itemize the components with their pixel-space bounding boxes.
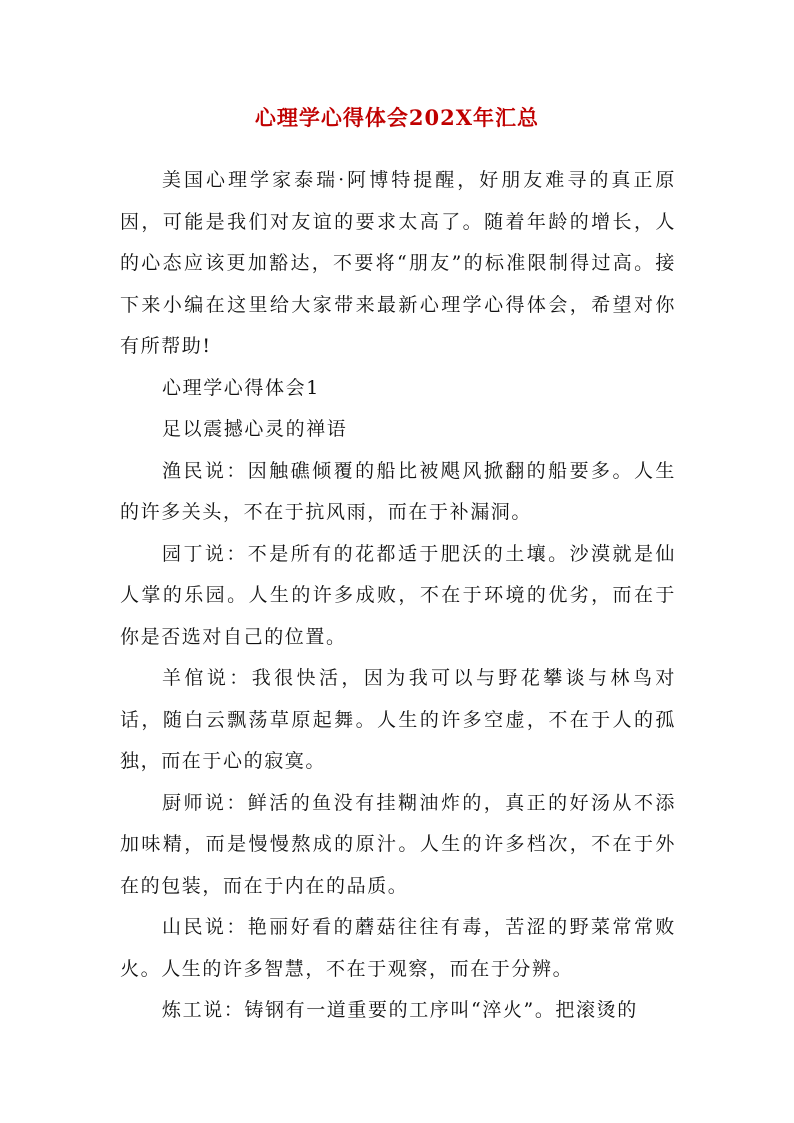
document-body: [120, 160, 676, 1032]
subsection-heading: 足以震撼心灵的禅语: [162, 418, 348, 440]
paragraph-shepherd: 羊倌说：我很快活，因为我可以与野花攀谈与林鸟对话，随白云飘荡草原起舞。人生的许多空虚，不在于人的孤独，而在于心的寂寞。: [120, 667, 676, 772]
paragraph-smelter: 炼工说：铸钢有一道重要的工序叫“淬火”。把滚烫的: [162, 999, 638, 1021]
section-heading: 心理学心得体会1: [162, 376, 320, 399]
document-title: 心理学心得体会202X年汇总: [254, 105, 540, 130]
paragraph-chef: 厨师说：鲜活的鱼没有挂糊油炸的，真正的好汤从不添加味精，而是慢慢熬成的原汁。人生的许多档次，不在于外在的包装，而在于内在的品质。: [120, 791, 676, 897]
paragraph-mountaineer: 山民说：艳丽好看的蘑菇往往有毒，苦涩的野菜常常败火。人生的许多智慧，不在于观察，而在于分辨。: [120, 916, 676, 980]
paragraph-fisherman: 渔民说：因触礁倾覆的船比被飓风掀翻的船要多。人生的许多关头，不在于抗风雨，而在于补漏洞。: [120, 459, 676, 523]
intro-paragraph: 美国心理学家泰瑞·阿博特提醒，好朋友难寻的真正原因，可能是我们对友谊的要求太高了。随着年龄的增长，人的心态应该更加豁达，不要将“朋友”的标准限制得过高。接下来小编在这里给大家带来最新心理学心得体会，希望对你有所帮助!: [120, 169, 676, 357]
paragraph-gardener: 园丁说：不是所有的花都适于肥沃的土壤。沙漠就是仙人掌的乐园。人生的许多成败，不在于环境的优劣，而在于你是否选对自己的位置。: [120, 542, 676, 648]
